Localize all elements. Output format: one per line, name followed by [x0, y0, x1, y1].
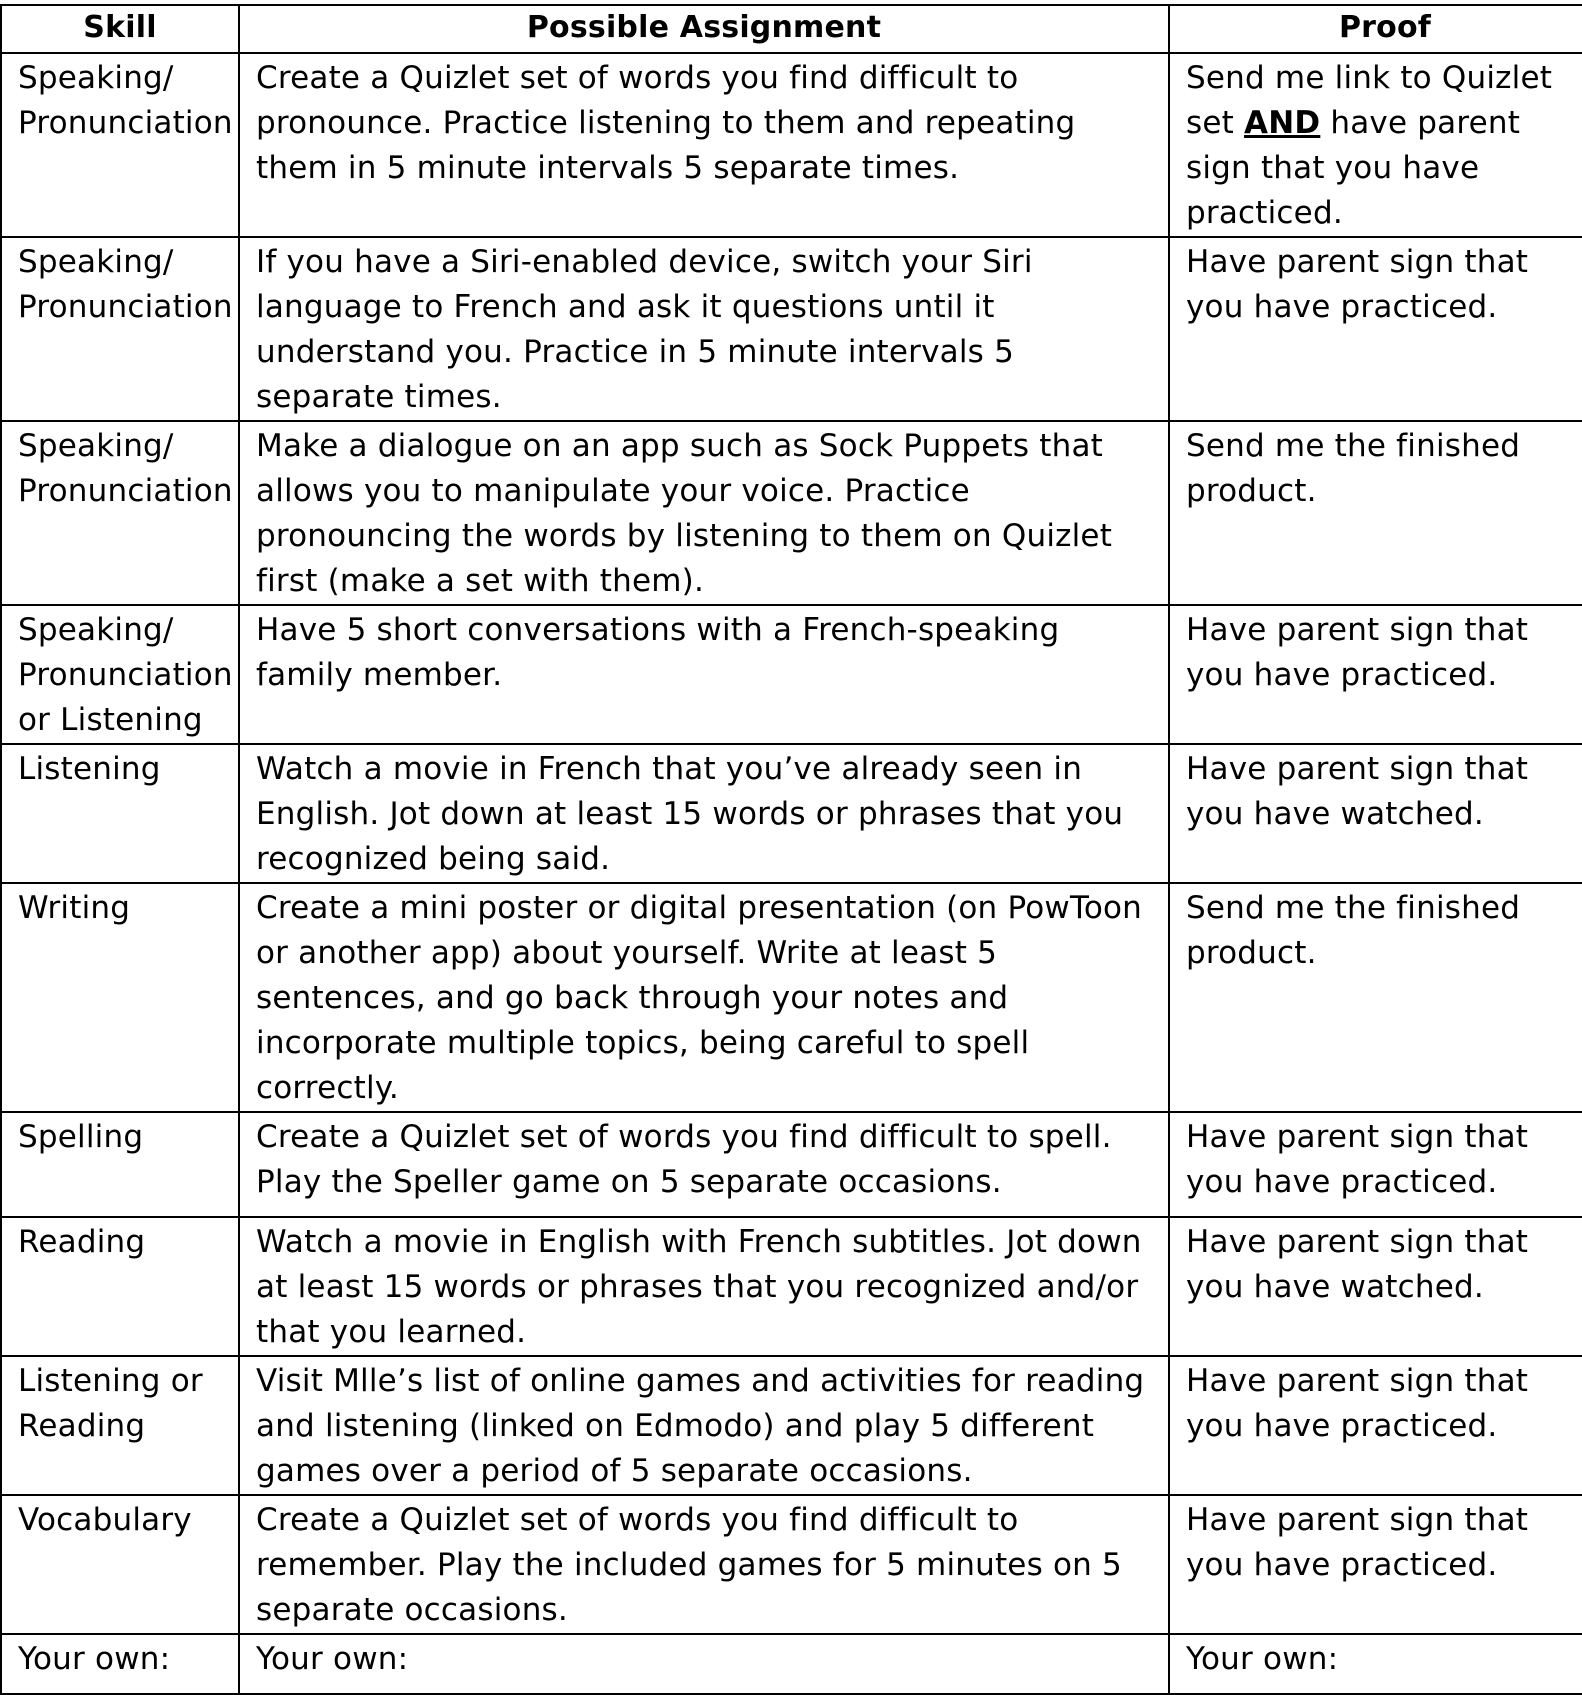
header-skill: Skill: [1, 5, 239, 53]
table-row: [1, 53, 1582, 237]
assignment-cell: If you have a Siri-enabled device, switch your Siri language to French and ask it questions until it understand you. Practice in 5 minute intervals 5 separate times.: [239, 237, 1169, 421]
proof-cell: Send me the finished product.: [1169, 883, 1582, 1112]
proof-cell: Have parent sign that you have practiced.: [1169, 1356, 1582, 1495]
proof-cell: [1169, 53, 1582, 237]
table-row: [1, 744, 1582, 883]
skill-cell: Listening or Reading: [1, 1356, 239, 1495]
proof-cell: Have parent sign that you have watched.: [1169, 744, 1582, 883]
skill-cell: Listening: [1, 744, 239, 883]
table-row: [1, 883, 1582, 1112]
proof-cell: Have parent sign that you have practiced.: [1169, 1495, 1582, 1634]
proof-emphasis: AND: [1244, 105, 1321, 141]
assignment-cell: Create a Quizlet set of words you find difficult to pronounce. Practice listening to them and repeating them in 5 minute intervals 5 separate times.: [239, 53, 1169, 237]
table-row: [1, 1356, 1582, 1495]
skill-cell: Your own:: [1, 1634, 239, 1694]
header-row: [1, 5, 1582, 53]
assignment-cell: Watch a movie in English with French subtitles. Jot down at least 15 words or phrases that you recognized and/or that you learned.: [239, 1217, 1169, 1356]
table-row: [1, 1217, 1582, 1356]
assignment-table: [0, 4, 1582, 1695]
assignment-cell: Make a dialogue on an app such as Sock Puppets that allows you to manipulate your voice. Practice pronouncing the words by listening to them on Quizlet first (make a set with them).: [239, 421, 1169, 605]
proof-cell: Have parent sign that you have practiced.: [1169, 605, 1582, 744]
skill-cell: Speaking/ Pronunciation: [1, 421, 239, 605]
table-row: [1, 1495, 1582, 1634]
skill-cell: Reading: [1, 1217, 239, 1356]
skill-cell: Speaking/ Pronunciation: [1, 237, 239, 421]
assignment-cell: Create a Quizlet set of words you find difficult to spell. Play the Speller game on 5 separate occasions.: [239, 1112, 1169, 1217]
proof-cell: Have parent sign that you have practiced.: [1169, 1112, 1582, 1217]
skill-cell: Spelling: [1, 1112, 239, 1217]
proof-cell: Your own:: [1169, 1634, 1582, 1694]
proof-text: Send me link to Quizlet set: [1186, 60, 1553, 141]
proof-cell: Have parent sign that you have watched.: [1169, 1217, 1582, 1356]
assignment-cell: Your own:: [239, 1634, 1169, 1694]
assignment-cell: Have 5 short conversations with a French-speaking family member.: [239, 605, 1169, 744]
skill-cell: Speaking/ Pronunciation or Listening: [1, 605, 239, 744]
assignment-cell: Visit Mlle’s list of online games and activities for reading and listening (linked on Edmodo) and play 5 different games over a period of 5 separate occasions.: [239, 1356, 1169, 1495]
skill-cell: Vocabulary: [1, 1495, 239, 1634]
table-row: [1, 421, 1582, 605]
table-row: [1, 1634, 1582, 1694]
assignment-cell: Create a mini poster or digital presentation (on PowToon or another app) about yourself. Write at least 5 sentences, and go back through your notes and incorporate multiple topics, being careful to spell correctly.: [239, 883, 1169, 1112]
proof-text: have parent sign that you have practiced.: [1186, 105, 1521, 231]
table-row: [1, 237, 1582, 421]
table-row: [1, 1112, 1582, 1217]
header-proof: Proof: [1169, 5, 1582, 53]
proof-cell: Have parent sign that you have practiced.: [1169, 237, 1582, 421]
table-row: [1, 605, 1582, 744]
skill-cell: Speaking/ Pronunciation: [1, 53, 239, 237]
skill-cell: Writing: [1, 883, 239, 1112]
header-assignment: Possible Assignment: [239, 5, 1169, 53]
assignment-cell: Watch a movie in French that you’ve already seen in English. Jot down at least 15 words or phrases that you recognized being said.: [239, 744, 1169, 883]
proof-cell: Send me the finished product.: [1169, 421, 1582, 605]
assignment-cell: Create a Quizlet set of words you find difficult to remember. Play the included games for 5 minutes on 5 separate occasions.: [239, 1495, 1169, 1634]
